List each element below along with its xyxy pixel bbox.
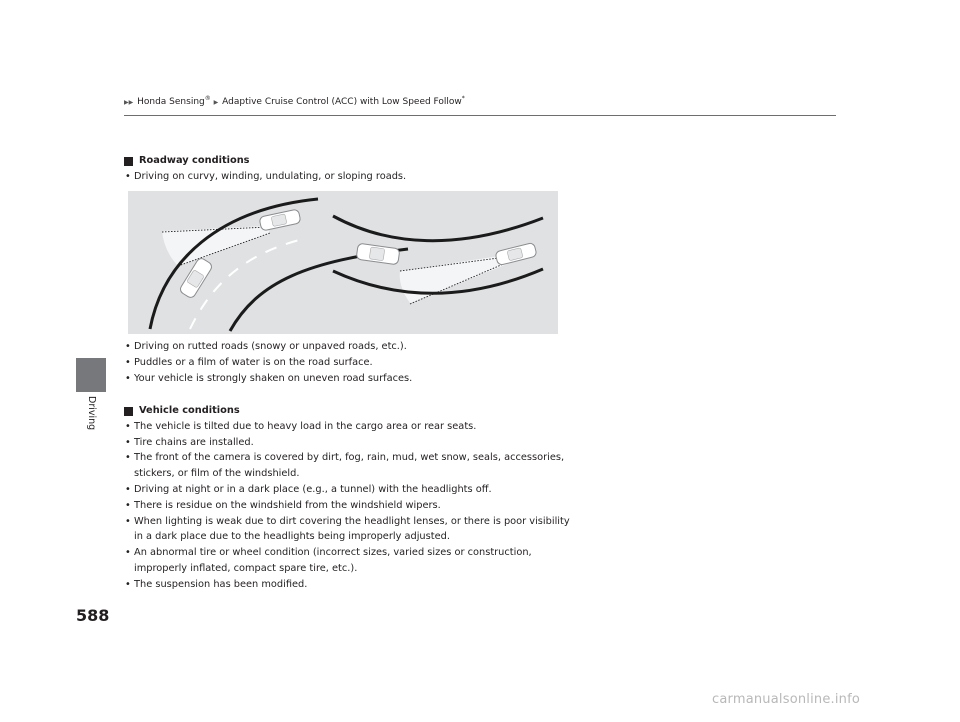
road-illustration (128, 191, 558, 334)
list-item: • The suspension has been modified. (124, 577, 574, 593)
page-number: 588 (76, 606, 110, 625)
list-item: • Puddles or a film of water is on the road surface. (124, 355, 574, 371)
list-item: • Driving on rutted roads (snowy or unpaved roads, etc.). (124, 339, 574, 355)
heading-square-icon (124, 407, 133, 416)
car-icon (356, 243, 400, 265)
registered-mark: ® (204, 95, 211, 102)
roadway-section (124, 153, 564, 185)
breadcrumb (124, 95, 465, 107)
list-item: • When lighting is weak due to dirt covering the headlight lenses, or there is poor visibility in a dark place due to the headlights being improperly adjusted. (124, 514, 574, 546)
chapter-label-text: Driving (86, 396, 97, 431)
roadway-heading (124, 153, 564, 169)
vehicle-heading (124, 403, 574, 419)
list-item: • Your vehicle is strongly shaken on uneven road surfaces. (124, 371, 574, 387)
car-icon (259, 209, 301, 231)
list-item: • Driving on curvy, winding, undulating, or sloping roads. (124, 169, 564, 185)
breadcrumb-arrow-icon: ▶▶ (124, 99, 134, 106)
camera-beam-right (400, 255, 510, 303)
asterisk-mark: * (461, 95, 465, 102)
roadway-heading-text: Roadway conditions (139, 155, 250, 166)
list-item: • The front of the camera is covered by dirt, fog, rain, mud, wet snow, seals, accessories, stickers, or film of the windshield. (124, 450, 574, 482)
header-divider (124, 115, 836, 116)
list-item: • There is residue on the windshield from the windshield wipers. (124, 498, 574, 514)
list-item: • Tire chains are installed. (124, 435, 574, 451)
breadcrumb-arrow-icon: ▶ (213, 99, 219, 106)
breadcrumb-item-honda-sensing[interactable]: Honda Sensing (137, 97, 205, 107)
car-icon (495, 242, 537, 265)
list-item: • The vehicle is tilted due to heavy load in the cargo area or rear seats. (124, 419, 574, 435)
chapter-tab[interactable] (76, 358, 106, 392)
chapter-label (85, 396, 99, 436)
road-edge-right-upper (333, 216, 543, 241)
road-illustration-svg (128, 191, 558, 334)
watermark[interactable]: carmanualsonline.info (712, 692, 861, 707)
vehicle-heading-text: Vehicle conditions (139, 405, 240, 416)
heading-square-icon (124, 157, 133, 166)
vehicle-section (124, 403, 574, 593)
roadway-bullets-after-figure (124, 339, 574, 386)
list-item: • Driving at night or in a dark place (e.g., a tunnel) with the headlights off. (124, 482, 574, 498)
list-item: • An abnormal tire or wheel condition (incorrect sizes, varied sizes or construction, improperly inflated, compact spare tire, etc.). (124, 545, 574, 577)
breadcrumb-item-acc[interactable]: Adaptive Cruise Control (ACC) with Low Speed Follow (222, 97, 462, 107)
